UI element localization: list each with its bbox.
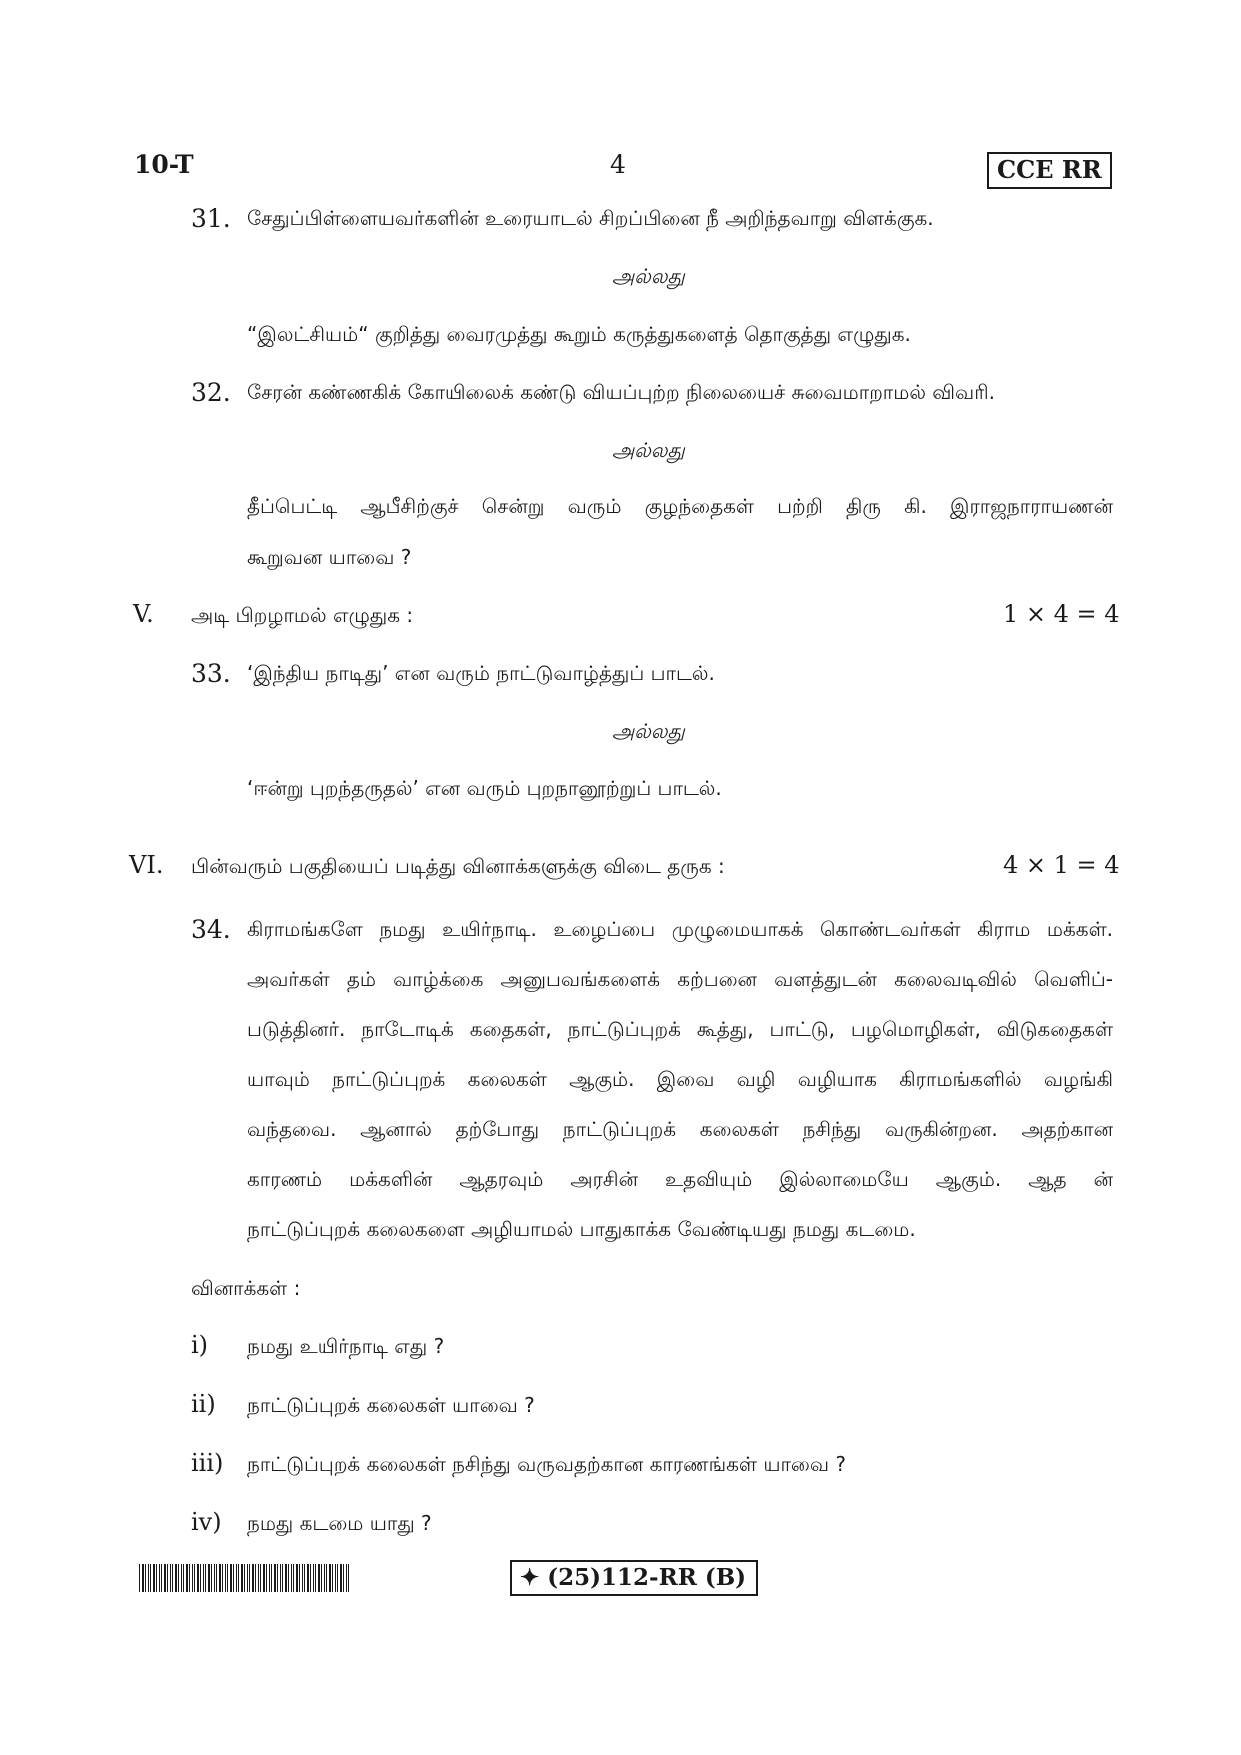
question-32-text: சேரன் கண்ணகிக் கோயிலைக் கண்டு வியப்புற்ற நிலையைச் சுவைமாறாமல் விவரி.	[247, 380, 995, 404]
page-number: 4	[610, 150, 626, 179]
question-34-number: 34.	[191, 915, 231, 944]
question-31-text: சேதுப்பிள்ளையவர்களின் உரையாடல் சிறப்பினை நீ அறிந்தவாறு விளக்குக.	[247, 206, 934, 230]
question-32-alt-line-1: தீப்பெட்டி ஆபீசிற்குச் சென்று வரும் குழந்தைகள் பற்றி திரு கி. இராஜநாராயணன்	[247, 494, 1113, 518]
section-6-title: பின்வரும் பகுதியைப் படித்து வினாக்களுக்கு விடை தருக :	[191, 854, 725, 878]
passage-line: அவர்கள் தம் வாழ்க்கை அனுபவங்களைக் கற்பனை வளத்துடன் கலைவடிவில் வெளிப்-	[247, 967, 1113, 991]
passage-line: நாட்டுப்புறக் கலைகளை அழியாமல் பாதுகாக்க வேண்டியது நமது கடமை.	[247, 1217, 916, 1241]
sub-question-text: நாட்டுப்புறக் கலைகள் நசிந்து வருவதற்கான காரணங்கள் யாவை ?	[247, 1452, 846, 1476]
question-33-text: ‘இந்திய நாடிது’ என வரும் நாட்டுவாழ்த்துப் பாடல்.	[247, 661, 715, 685]
sub-question-text: நமது கடமை யாது ?	[247, 1511, 432, 1535]
question-31-alt: “இலட்சியம்“ குறித்து வைரமுத்து கூறும் கருத்துகளைத் தொகுத்து எழுதுக.	[247, 322, 911, 346]
sub-question-label: iii)	[191, 1449, 224, 1477]
question-32-number: 32.	[191, 378, 231, 407]
section-5-roman: V.	[133, 600, 154, 628]
question-31-number: 31.	[191, 204, 231, 233]
passage-line: காரணம் மக்களின் ஆதரவும் அரசின் உதவியும் இல்லாமையே ஆகும். ஆத ன்	[247, 1167, 1113, 1191]
paper-code-box: CCE RR	[987, 152, 1112, 189]
section-5-title: அடி பிறழாமல் எழுதுக :	[191, 603, 414, 627]
sub-question-text: நமது உயிர்நாடி எது ?	[247, 1334, 445, 1358]
subject-code: 10-T	[134, 150, 194, 179]
question-33-or: அல்லது	[612, 719, 685, 743]
questions-label: வினாக்கள் :	[191, 1276, 301, 1300]
footer-paper-code: ✦ (25)112-RR (B)	[510, 1560, 758, 1596]
barcode-image	[139, 1564, 349, 1592]
passage-line: வந்தவை. ஆனால் தற்போது நாட்டுப்புறக் கலைகள் நசிந்து வருகின்றன. அதற்கான	[247, 1117, 1113, 1141]
question-33-number: 33.	[191, 659, 231, 688]
section-5-marks: 1 × 4 = 4	[1003, 600, 1120, 628]
sub-question-label: ii)	[191, 1390, 216, 1418]
passage-line: படுத்தினர். நாடோடிக் கதைகள், நாட்டுப்புறக் கூத்து, பாட்டு, பழமொழிகள், விடுகதைகள்	[247, 1017, 1113, 1041]
passage-line: யாவும் நாட்டுப்புறக் கலைகள் ஆகும். இவை வழி வழியாக கிராமங்களில் வழங்கி	[247, 1067, 1113, 1091]
question-31-or: அல்லது	[612, 264, 685, 288]
question-32-or: அல்லது	[612, 438, 685, 462]
question-32-alt-line-2: கூறுவன யாவை ?	[247, 545, 412, 569]
passage-line: கிராமங்களே நமது உயிர்நாடி. உழைப்பை முழுமையாகக் கொண்டவர்கள் கிராம மக்கள்.	[247, 917, 1113, 941]
question-33-alt: ‘ஈன்று புறந்தருதல்’ என வரும் புறநானூற்றுப் பாடல்.	[247, 776, 722, 800]
section-6-roman: VI.	[129, 851, 164, 879]
sub-question-label: iv)	[191, 1508, 222, 1536]
sub-question-text: நாட்டுப்புறக் கலைகள் யாவை ?	[247, 1393, 535, 1417]
section-6-marks: 4 × 1 = 4	[1003, 851, 1120, 879]
sub-question-label: i)	[191, 1331, 209, 1359]
